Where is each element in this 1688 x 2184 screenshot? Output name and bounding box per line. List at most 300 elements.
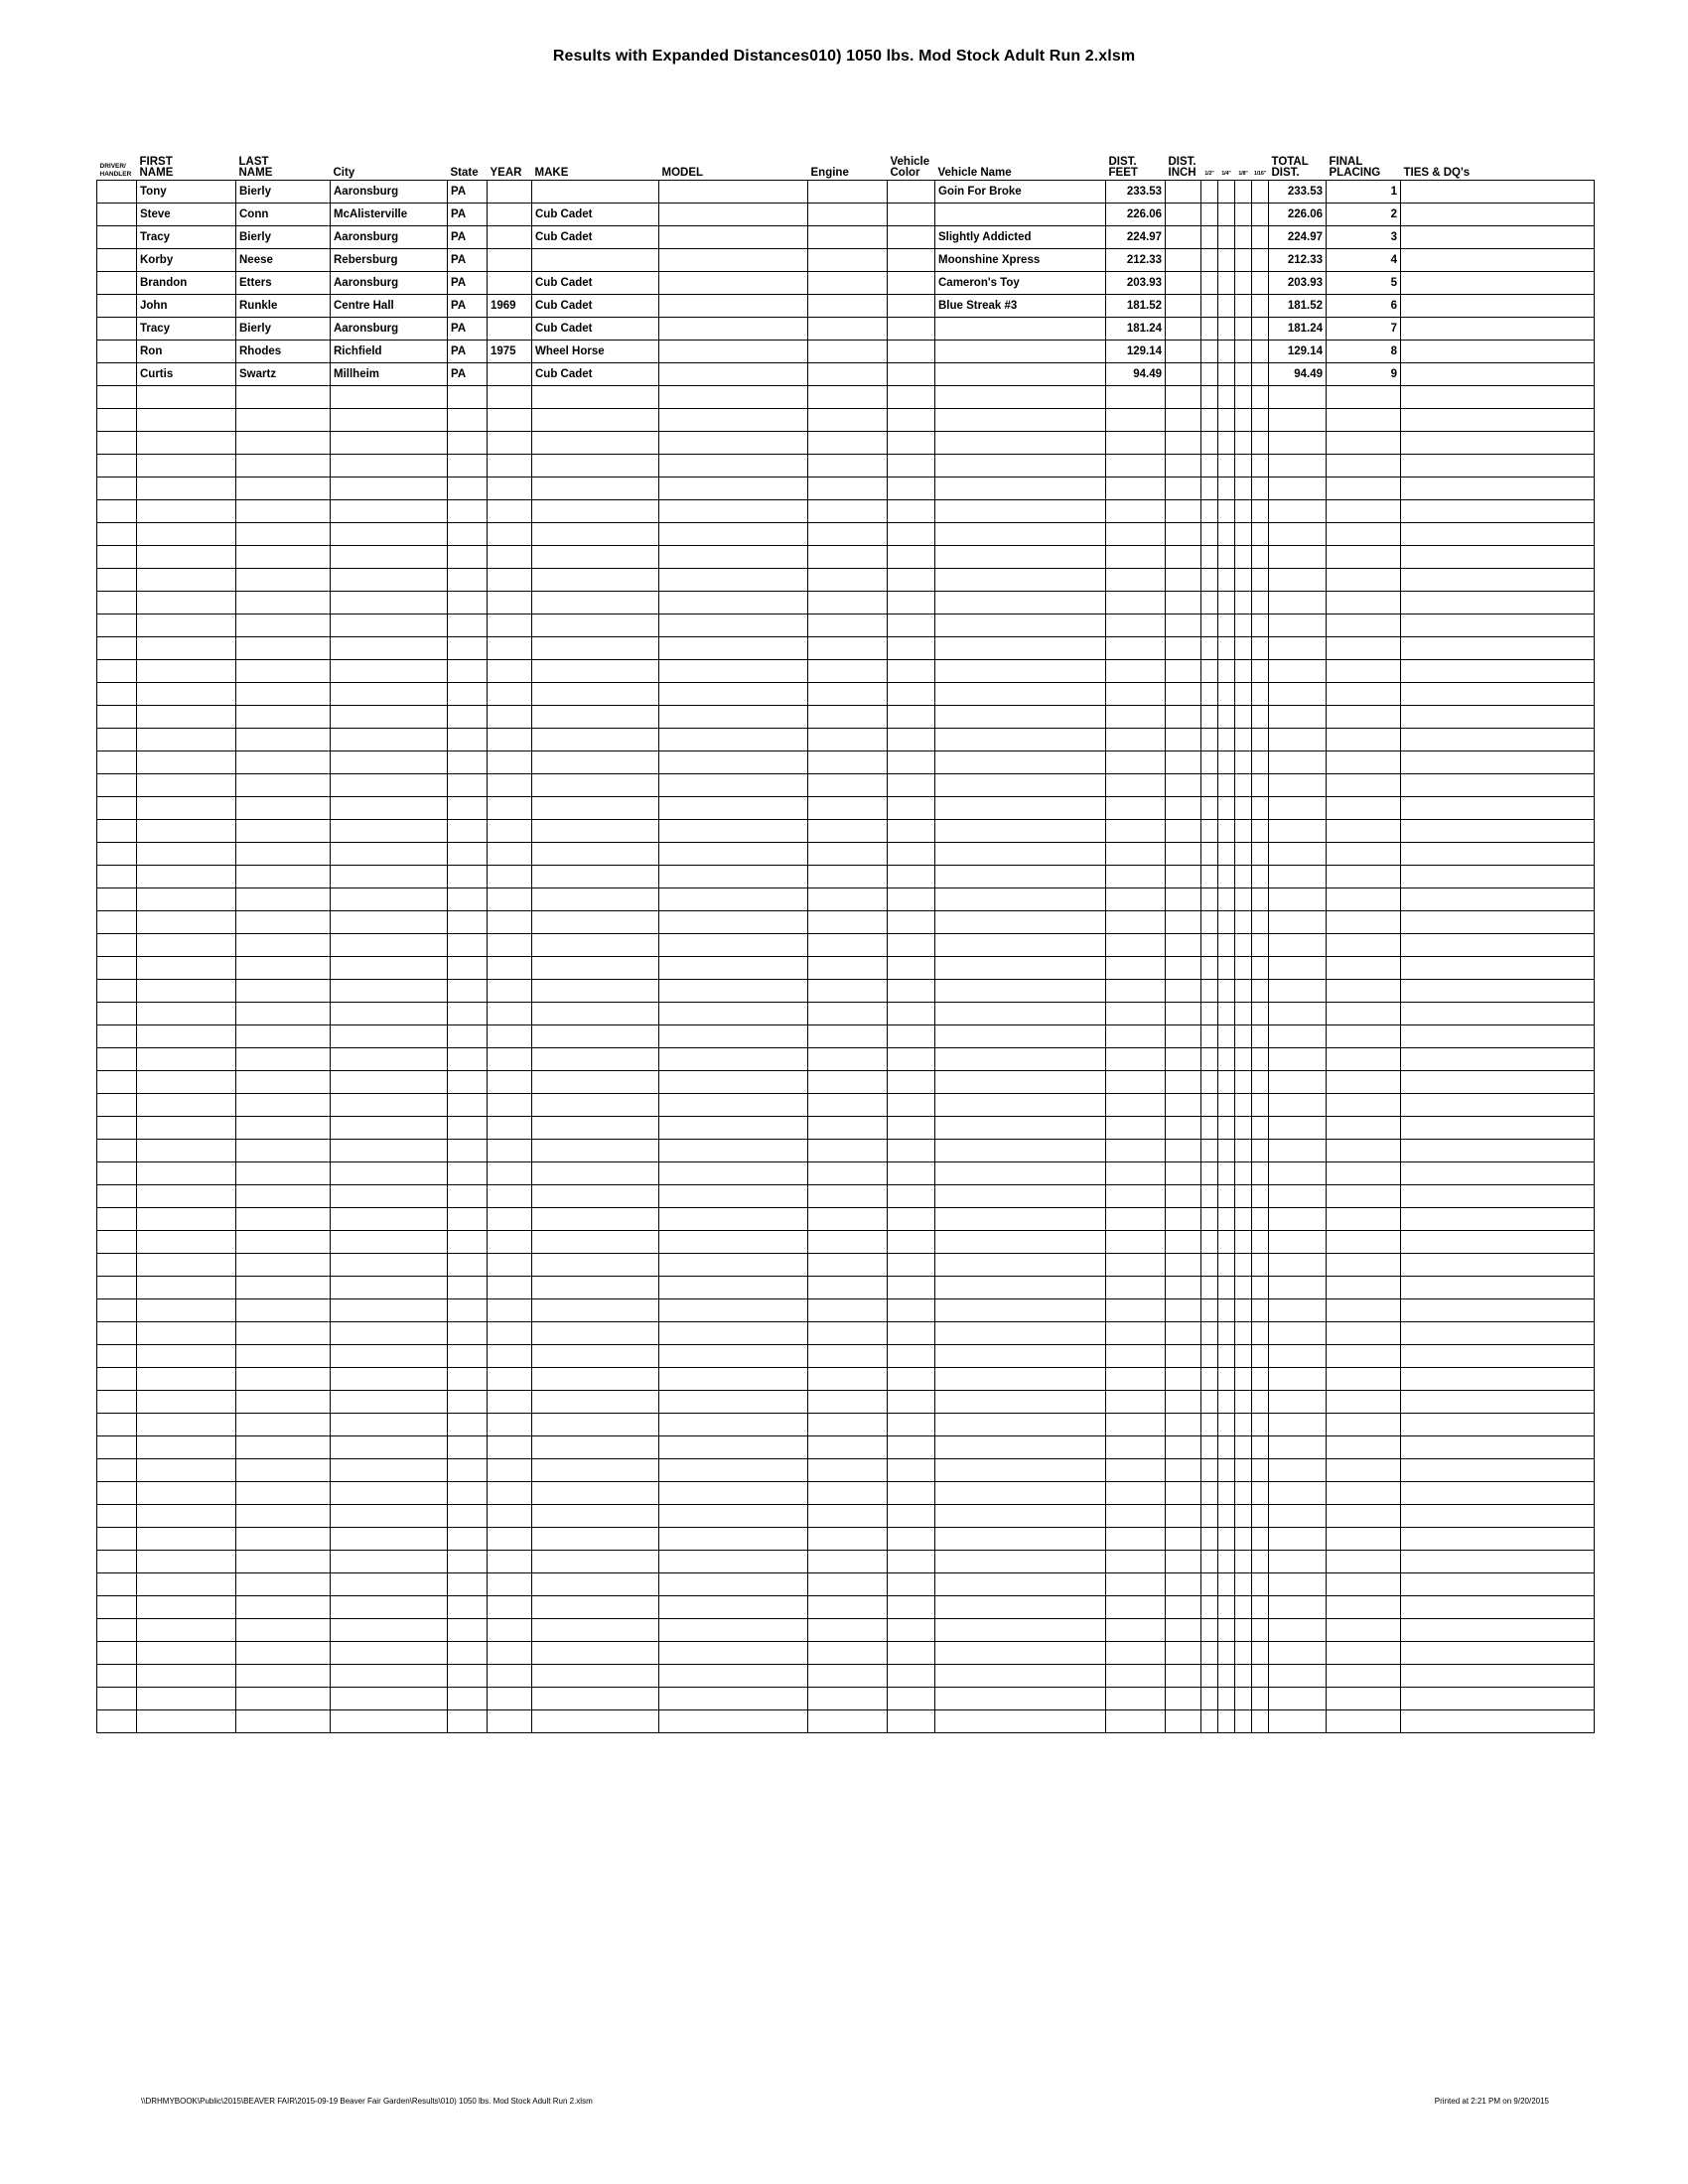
cell-first-name: [137, 1048, 236, 1071]
cell-state: [448, 843, 488, 866]
cell-make: [532, 797, 659, 820]
cell-city: [331, 1596, 448, 1619]
cell-frac-half: [1201, 1596, 1218, 1619]
cell-model: [659, 1505, 808, 1528]
cell-frac-quarter: [1218, 295, 1235, 318]
cell-year: [488, 1117, 532, 1140]
cell-vehicle-color: [888, 1573, 935, 1596]
cell-vehicle-color: [888, 934, 935, 957]
cell-first-name: [137, 500, 236, 523]
cell-make: [532, 1003, 659, 1025]
cell-frac-half: [1201, 249, 1218, 272]
cell-frac-half: [1201, 1231, 1218, 1254]
cell-last-name: [236, 729, 331, 751]
cell-last-name: [236, 706, 331, 729]
cell-year: [488, 1688, 532, 1710]
cell-year: [488, 318, 532, 341]
cell-driver: [97, 683, 137, 706]
cell-frac-eighth: [1235, 637, 1252, 660]
cell-frac-sixteenth: [1252, 363, 1269, 386]
table-row-empty: [97, 1162, 1595, 1185]
cell-ties-dqs: [1401, 341, 1595, 363]
cell-frac-sixteenth: [1252, 1665, 1269, 1688]
cell-vehicle-color: [888, 1596, 935, 1619]
cell-dist-feet: [1106, 866, 1166, 888]
cell-total-dist: [1269, 1665, 1327, 1688]
cell-engine: [808, 204, 888, 226]
cell-final-placing: [1327, 888, 1401, 911]
cell-frac-half: [1201, 1436, 1218, 1459]
cell-frac-eighth: [1235, 409, 1252, 432]
cell-vehicle-color: [888, 546, 935, 569]
cell-year: [488, 934, 532, 957]
cell-dist-inch: [1166, 820, 1201, 843]
cell-frac-sixteenth: [1252, 546, 1269, 569]
cell-final-placing: [1327, 478, 1401, 500]
cell-make: [532, 1277, 659, 1299]
cell-state: [448, 1162, 488, 1185]
cell-dist-inch: [1166, 1459, 1201, 1482]
cell-model: [659, 797, 808, 820]
cell-driver: [97, 888, 137, 911]
cell-model: [659, 1596, 808, 1619]
cell-dist-feet: [1106, 592, 1166, 614]
cell-vehicle-color: [888, 706, 935, 729]
cell-make: [532, 774, 659, 797]
cell-vehicle-color: [888, 866, 935, 888]
cell-frac-eighth: [1235, 934, 1252, 957]
cell-last-name: Rhodes: [236, 341, 331, 363]
cell-total-dist: [1269, 523, 1327, 546]
cell-total-dist: [1269, 1140, 1327, 1162]
cell-engine: [808, 1140, 888, 1162]
cell-year: [488, 1162, 532, 1185]
cell-frac-quarter: [1218, 1459, 1235, 1482]
cell-last-name: [236, 1345, 331, 1368]
cell-frac-half: [1201, 1048, 1218, 1071]
cell-dist-feet: [1106, 1094, 1166, 1117]
cell-dist-inch: [1166, 1003, 1201, 1025]
cell-make: [532, 980, 659, 1003]
cell-make: [532, 569, 659, 592]
cell-state: [448, 820, 488, 843]
cell-model: [659, 341, 808, 363]
cell-engine: [808, 1505, 888, 1528]
cell-last-name: [236, 980, 331, 1003]
cell-ties-dqs: [1401, 1277, 1595, 1299]
cell-frac-half: [1201, 1665, 1218, 1688]
cell-vehicle-color: [888, 249, 935, 272]
cell-total-dist: [1269, 1551, 1327, 1573]
cell-dist-inch: [1166, 797, 1201, 820]
cell-model: [659, 1665, 808, 1688]
cell-frac-quarter: [1218, 272, 1235, 295]
cell-vehicle-color: [888, 729, 935, 751]
cell-first-name: [137, 980, 236, 1003]
col-header-dist-feet-line2: FEET: [1108, 167, 1138, 179]
col-header-final-placing-line2: PLACING: [1329, 167, 1381, 179]
cell-make: [532, 866, 659, 888]
cell-make: [532, 455, 659, 478]
cell-city: Aaronsburg: [331, 272, 448, 295]
cell-driver: [97, 592, 137, 614]
cell-first-name: [137, 1094, 236, 1117]
cell-final-placing: [1327, 1345, 1401, 1368]
cell-frac-half: [1201, 1322, 1218, 1345]
cell-engine: [808, 1254, 888, 1277]
cell-driver: [97, 432, 137, 455]
cell-vehicle-name: [935, 455, 1106, 478]
col-header-first-name-line1: FIRST: [139, 156, 173, 168]
cell-year: [488, 1322, 532, 1345]
cell-vehicle-name: [935, 1185, 1106, 1208]
cell-vehicle-name: [935, 911, 1106, 934]
cell-dist-inch: [1166, 204, 1201, 226]
cell-ties-dqs: [1401, 866, 1595, 888]
cell-vehicle-color: [888, 295, 935, 318]
cell-ties-dqs: [1401, 1345, 1595, 1368]
cell-driver: [97, 181, 137, 204]
cell-state: PA: [448, 295, 488, 318]
cell-first-name: [137, 1573, 236, 1596]
cell-year: [488, 363, 532, 386]
cell-engine: [808, 386, 888, 409]
cell-frac-sixteenth: [1252, 751, 1269, 774]
cell-ties-dqs: [1401, 1528, 1595, 1551]
cell-last-name: Etters: [236, 272, 331, 295]
cell-frac-eighth: [1235, 1368, 1252, 1391]
cell-engine: [808, 569, 888, 592]
cell-dist-feet: [1106, 820, 1166, 843]
cell-make: Cub Cadet: [532, 318, 659, 341]
cell-frac-half: [1201, 1619, 1218, 1642]
cell-dist-feet: [1106, 1254, 1166, 1277]
cell-frac-quarter: [1218, 1528, 1235, 1551]
cell-frac-sixteenth: [1252, 1299, 1269, 1322]
cell-city: [331, 455, 448, 478]
cell-vehicle-name: [935, 934, 1106, 957]
cell-dist-inch: [1166, 592, 1201, 614]
cell-dist-inch: [1166, 341, 1201, 363]
cell-frac-quarter: [1218, 1162, 1235, 1185]
cell-first-name: [137, 1162, 236, 1185]
cell-dist-inch: [1166, 934, 1201, 957]
cell-ties-dqs: [1401, 1368, 1595, 1391]
cell-driver: [97, 820, 137, 843]
cell-frac-eighth: [1235, 1162, 1252, 1185]
cell-make: [532, 1025, 659, 1048]
cell-make: [532, 1642, 659, 1665]
cell-vehicle-color: [888, 1185, 935, 1208]
cell-first-name: [137, 1345, 236, 1368]
cell-vehicle-color: [888, 1140, 935, 1162]
cell-vehicle-color: [888, 1665, 935, 1688]
cell-final-placing: [1327, 683, 1401, 706]
cell-final-placing: [1327, 523, 1401, 546]
cell-year: [488, 1048, 532, 1071]
cell-total-dist: [1269, 1071, 1327, 1094]
cell-year: [488, 1277, 532, 1299]
cell-frac-half: [1201, 318, 1218, 341]
cell-engine: [808, 980, 888, 1003]
cell-frac-eighth: [1235, 1391, 1252, 1414]
cell-total-dist: [1269, 1277, 1327, 1299]
cell-first-name: [137, 1368, 236, 1391]
cell-make: [532, 1208, 659, 1231]
cell-frac-eighth: [1235, 957, 1252, 980]
cell-final-placing: [1327, 409, 1401, 432]
cell-engine: [808, 432, 888, 455]
cell-engine: [808, 1162, 888, 1185]
cell-vehicle-color: [888, 432, 935, 455]
cell-vehicle-name: [935, 363, 1106, 386]
cell-frac-sixteenth: [1252, 1277, 1269, 1299]
cell-frac-sixteenth: [1252, 295, 1269, 318]
cell-frac-quarter: [1218, 1482, 1235, 1505]
cell-engine: [808, 1322, 888, 1345]
cell-total-dist: 224.97: [1269, 226, 1327, 249]
cell-dist-inch: [1166, 1071, 1201, 1094]
cell-frac-eighth: [1235, 866, 1252, 888]
cell-frac-eighth: [1235, 1185, 1252, 1208]
cell-model: [659, 478, 808, 500]
cell-dist-inch: [1166, 1277, 1201, 1299]
cell-dist-feet: [1106, 934, 1166, 957]
cell-model: [659, 1048, 808, 1071]
cell-city: [331, 1231, 448, 1254]
cell-driver: [97, 249, 137, 272]
cell-state: [448, 729, 488, 751]
cell-city: [331, 820, 448, 843]
cell-frac-sixteenth: [1252, 934, 1269, 957]
cell-city: [331, 637, 448, 660]
cell-dist-inch: [1166, 774, 1201, 797]
cell-model: [659, 934, 808, 957]
cell-dist-feet: [1106, 1551, 1166, 1573]
cell-state: [448, 1231, 488, 1254]
cell-make: [532, 1528, 659, 1551]
cell-frac-sixteenth: [1252, 1459, 1269, 1482]
cell-dist-feet: [1106, 774, 1166, 797]
table-row-empty: [97, 432, 1595, 455]
cell-make: [532, 1459, 659, 1482]
cell-ties-dqs: [1401, 386, 1595, 409]
cell-make: [532, 911, 659, 934]
cell-make: [532, 1048, 659, 1071]
cell-city: [331, 569, 448, 592]
cell-make: [532, 1254, 659, 1277]
cell-city: [331, 911, 448, 934]
cell-frac-eighth: [1235, 820, 1252, 843]
cell-frac-quarter: [1218, 409, 1235, 432]
cell-driver: [97, 660, 137, 683]
cell-make: [532, 409, 659, 432]
cell-engine: [808, 455, 888, 478]
cell-last-name: [236, 1048, 331, 1071]
cell-dist-inch: [1166, 614, 1201, 637]
cell-last-name: [236, 569, 331, 592]
cell-dist-feet: 129.14: [1106, 341, 1166, 363]
cell-vehicle-color: [888, 226, 935, 249]
cell-vehicle-color: [888, 341, 935, 363]
cell-model: [659, 1482, 808, 1505]
cell-first-name: John: [137, 295, 236, 318]
cell-dist-feet: [1106, 706, 1166, 729]
cell-state: [448, 523, 488, 546]
cell-dist-feet: [1106, 1368, 1166, 1391]
cell-dist-feet: [1106, 1436, 1166, 1459]
cell-driver: [97, 1003, 137, 1025]
cell-city: Richfield: [331, 341, 448, 363]
cell-driver: [97, 729, 137, 751]
cell-frac-quarter: [1218, 774, 1235, 797]
cell-vehicle-color: [888, 1436, 935, 1459]
cell-engine: [808, 729, 888, 751]
cell-dist-feet: [1106, 729, 1166, 751]
cell-driver: [97, 797, 137, 820]
cell-first-name: [137, 1003, 236, 1025]
cell-dist-feet: [1106, 455, 1166, 478]
cell-driver: [97, 1642, 137, 1665]
cell-ties-dqs: [1401, 797, 1595, 820]
cell-model: [659, 386, 808, 409]
cell-frac-sixteenth: [1252, 1231, 1269, 1254]
cell-frac-quarter: [1218, 318, 1235, 341]
cell-state: [448, 866, 488, 888]
cell-vehicle-color: [888, 1117, 935, 1140]
cell-first-name: Korby: [137, 249, 236, 272]
cell-city: [331, 1048, 448, 1071]
cell-model: [659, 455, 808, 478]
cell-frac-quarter: [1218, 1071, 1235, 1094]
cell-state: [448, 774, 488, 797]
cell-frac-sixteenth: [1252, 204, 1269, 226]
cell-engine: [808, 1094, 888, 1117]
cell-dist-inch: [1166, 569, 1201, 592]
cell-ties-dqs: [1401, 729, 1595, 751]
cell-first-name: Brandon: [137, 272, 236, 295]
cell-vehicle-name: [935, 341, 1106, 363]
cell-model: [659, 1140, 808, 1162]
cell-vehicle-name: [935, 1665, 1106, 1688]
cell-frac-quarter: [1218, 706, 1235, 729]
results-table: [96, 139, 1595, 1733]
cell-year: [488, 957, 532, 980]
cell-total-dist: [1269, 637, 1327, 660]
cell-model: [659, 1185, 808, 1208]
cell-frac-sixteenth: [1252, 1619, 1269, 1642]
cell-ties-dqs: [1401, 295, 1595, 318]
cell-vehicle-color: [888, 1071, 935, 1094]
cell-vehicle-name: [935, 1642, 1106, 1665]
cell-city: [331, 1619, 448, 1642]
cell-frac-half: [1201, 820, 1218, 843]
cell-year: 1969: [488, 295, 532, 318]
cell-driver: [97, 774, 137, 797]
cell-final-placing: [1327, 592, 1401, 614]
col-header-total-dist: [1269, 139, 1327, 181]
footer-print-timestamp: Printed at 2:21 PM on 9/20/2015: [1434, 2097, 1549, 2106]
cell-dist-inch: [1166, 1117, 1201, 1140]
table-row: [97, 295, 1595, 318]
cell-frac-quarter: [1218, 866, 1235, 888]
cell-vehicle-color: [888, 1345, 935, 1368]
cell-frac-sixteenth: [1252, 1162, 1269, 1185]
cell-engine: [808, 1391, 888, 1414]
cell-ties-dqs: [1401, 1162, 1595, 1185]
table-row-empty: [97, 820, 1595, 843]
cell-last-name: Conn: [236, 204, 331, 226]
cell-frac-eighth: [1235, 1710, 1252, 1733]
cell-frac-eighth: [1235, 318, 1252, 341]
cell-last-name: [236, 866, 331, 888]
cell-last-name: [236, 957, 331, 980]
cell-engine: [808, 866, 888, 888]
cell-final-placing: [1327, 1117, 1401, 1140]
cell-first-name: [137, 1482, 236, 1505]
cell-vehicle-name: [935, 1071, 1106, 1094]
cell-vehicle-name: [935, 957, 1106, 980]
cell-ties-dqs: [1401, 843, 1595, 866]
cell-total-dist: [1269, 1094, 1327, 1117]
cell-model: [659, 1277, 808, 1299]
cell-vehicle-color: [888, 774, 935, 797]
cell-state: [448, 797, 488, 820]
cell-dist-inch: [1166, 660, 1201, 683]
cell-ties-dqs: [1401, 1619, 1595, 1642]
cell-city: Aaronsburg: [331, 226, 448, 249]
cell-vehicle-color: [888, 1048, 935, 1071]
cell-frac-sixteenth: [1252, 1368, 1269, 1391]
cell-ties-dqs: [1401, 204, 1595, 226]
cell-last-name: [236, 888, 331, 911]
cell-dist-inch: [1166, 363, 1201, 386]
cell-frac-sixteenth: [1252, 1688, 1269, 1710]
cell-state: [448, 455, 488, 478]
col-header-make: MAKE: [534, 167, 569, 179]
cell-dist-feet: [1106, 1185, 1166, 1208]
cell-first-name: [137, 1710, 236, 1733]
col-header-driver-line2: HANDLER: [99, 171, 132, 178]
cell-frac-quarter: [1218, 181, 1235, 204]
cell-vehicle-color: [888, 1094, 935, 1117]
cell-dist-feet: [1106, 1162, 1166, 1185]
cell-final-placing: [1327, 1094, 1401, 1117]
cell-frac-half: [1201, 1094, 1218, 1117]
cell-last-name: [236, 797, 331, 820]
cell-engine: [808, 797, 888, 820]
cell-first-name: Tony: [137, 181, 236, 204]
cell-year: [488, 843, 532, 866]
cell-city: [331, 1482, 448, 1505]
cell-make: [532, 500, 659, 523]
cell-city: [331, 1071, 448, 1094]
cell-engine: [808, 523, 888, 546]
cell-frac-sixteenth: [1252, 249, 1269, 272]
cell-frac-quarter: [1218, 1710, 1235, 1733]
cell-first-name: [137, 1688, 236, 1710]
cell-model: [659, 1117, 808, 1140]
cell-state: [448, 1048, 488, 1071]
cell-make: [532, 820, 659, 843]
cell-engine: [808, 751, 888, 774]
cell-final-placing: [1327, 1368, 1401, 1391]
cell-model: [659, 1710, 808, 1733]
cell-frac-eighth: [1235, 843, 1252, 866]
cell-last-name: Swartz: [236, 363, 331, 386]
cell-model: [659, 432, 808, 455]
cell-frac-half: [1201, 569, 1218, 592]
